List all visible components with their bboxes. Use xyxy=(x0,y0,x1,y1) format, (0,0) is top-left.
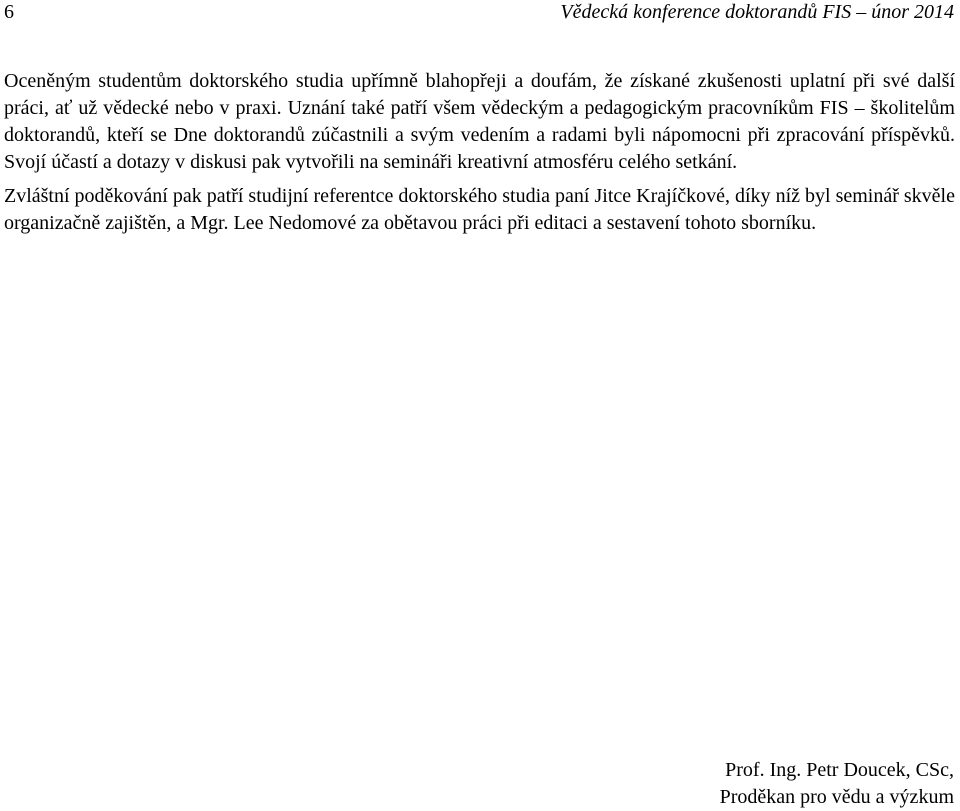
document-body xyxy=(4,68,955,244)
page-number: 6 xyxy=(4,1,14,23)
signature-block xyxy=(719,759,954,811)
signature-name: Prof. Ing. Petr Doucek, CSc, xyxy=(725,759,954,781)
paragraph-congratulations: Oceněným studentům doktorského studia upřímně blahopřeji a doufám, že získané zkušenosti uplatní při své další práci, ať už vědecké nebo v praxi. Uznání také patří všem vědeckým a pedagogickým pracovníkům FIS – školitelům doktorandů, kteří se Dne doktorandů zúčastnili a svým vedením a radami byli nápomocni při zpracování příspěvků. Svojí účastí a dotazy v diskusi pak vytvořili na semináři kreativní atmosféru celého setkání. xyxy=(4,70,955,173)
signature-title: Proděkan pro vědu a výzkum xyxy=(719,786,954,808)
running-header-title: Vědecká konference doktorandů FIS – únor 2014 xyxy=(560,1,954,23)
paragraph-acknowledgements: Zvláštní poděkování pak patří studijní referentce doktorského studia paní Jitce Krajíčkové, díky níž byl seminář skvěle organizačně zajištěn, a Mgr. Lee Nedomové za obětavou práci při editaci a sestavení tohoto sborníku. xyxy=(4,185,955,234)
